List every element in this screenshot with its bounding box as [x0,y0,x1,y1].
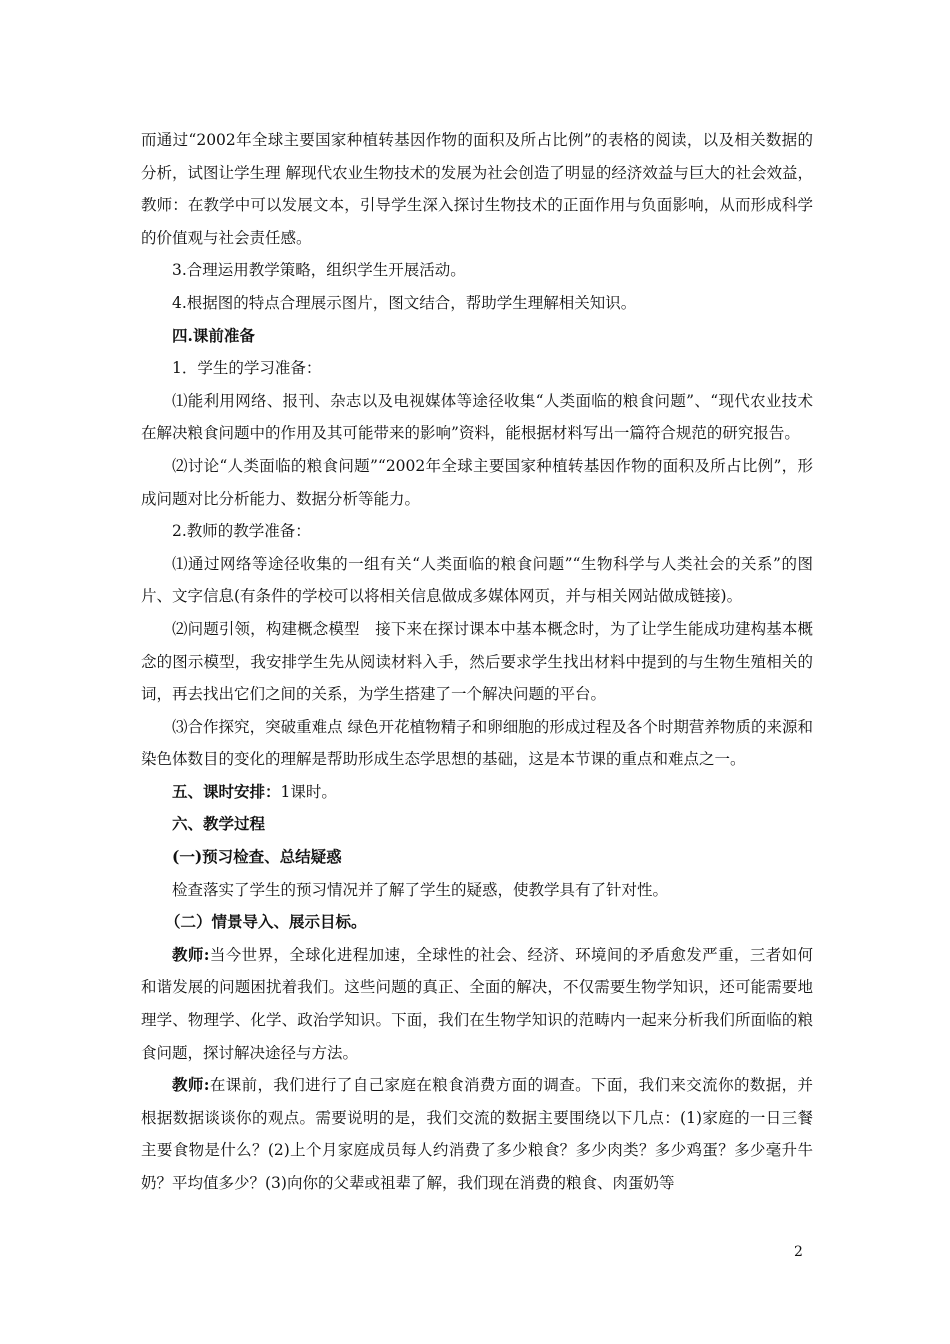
item-4: 4.根据图的特点合理展示图片，图文结合，帮助学生理解相关知识。 [172,293,637,312]
teacher-paragraph-1 [141,939,813,1069]
teacher-text-1: 当今世界，全球化进程加速，全球性的社会、经济、环境间的矛盾愈发严重，三者如何和谐发展的问题困扰着我们。这些问题的真正、全面的解决，不仅需要生物学知识，还可能需要地理学、物理学、化学、政治学知识。下面，我们在生物学知识的范畴内一起来分析我们所面临的粮食问题，探讨解决途径与方法。 [141,945,813,1062]
document-body [141,124,813,1200]
student-prep-1: ⑴能利用网络、报刊、杂志以及电视媒体等途径收集“人类面临的粮食问题”、“现代农业技术在解决粮食问题中的作用及其可能带来的影响”资料，能根据材料写出一篇符合规范的研究报告。 [141,391,813,443]
teacher-prep-heading: 2.教师的教学准备： [172,522,311,541]
subsection-6-2-heading: （二）情景导入、展示目标。 [165,912,367,932]
section-5-line [141,776,813,809]
teacher-prep-1: ⑴通过网络等途径收集的一组有关“人类面临的粮食问题”“生物科学与人类社会的关系”的图片、文字信息(有条件的学校可以将相关信息做成多媒体网页，并与相关网站做成链接)。 [141,554,813,606]
intro-paragraph: 而通过“2002年全球主要国家种植转基因作物的面积及所占比例”的表格的阅读，以及相关数据的分析，试图让学生理 解现代农业生物技术的发展为社会创造了明显的经济效益与巨大的社会效益，教师：在教学中可以发展文本，引导学生深入探讨生物技术的正面作用与负面影响，从而形成科学的价值观与社会责任感。 [141,131,813,247]
teacher-label: 教师: [172,944,210,964]
student-prep-2: ⑵讨论“人类面临的粮食问题”“2002年全球主要国家种植转基因作物的面积及所占比例”，形成问题对比分析能力、数据分析等能力。 [141,456,813,508]
section-6-heading: 六、教学过程 [172,814,266,834]
teacher-prep-3: ⑶合作探究，突破重难点 绿色开花植物精子和卵细胞的形成过程及各个时期营养物质的来源和染色体数目的变化的理解是帮助形成生态学思想的基础，这是本节课的重点和难点之一。 [141,717,813,769]
page-number: 2 [794,1244,803,1260]
section-5-value: 1课时。 [280,782,337,801]
subsection-6-1-heading: (一)预习检查、总结疑惑 [172,847,342,867]
item-3: 3.合理运用教学策略，组织学生开展活动。 [172,261,466,280]
teacher-text-2: 在课前，我们进行了自己家庭在粮食消费方面的调查。下面，我们来交流你的数据，并根据数据谈谈你的观点。需要说明的是，我们交流的数据主要围绕以下几点：(1)家庭的一日三餐主要食物是什么？(2)上个月家庭成员每人约消费了多少粮食？多少肉类？多少鸡蛋？多少毫升牛奶？平均值多少？(3)向你的父辈或祖辈了解，我们现在消费的粮食、肉蛋奶等 [141,1076,813,1192]
teacher-paragraph-2 [141,1069,813,1199]
teacher-prep-2: ⑵问题引领，构建概念模型 接下来在探讨课本中基本概念时，为了让学生能成功建构基本概念的图示模型，我安排学生先从阅读材料入手，然后要求学生找出材料中提到的与生物生殖相关的词，再去找出它们之间的关系，为学生搭建了一个解决问题的平台。 [141,619,813,704]
section-5-heading: 五、课时安排： [172,781,281,801]
section-4-heading: 四.课前准备 [172,325,255,345]
subsection-6-1-text: 检查落实了学生的预习情况并了解了学生的疑惑，使教学具有了针对性。 [172,880,669,899]
student-prep-heading: 1．学生的学习准备： [172,359,322,378]
teacher-label: 教师: [172,1075,210,1095]
